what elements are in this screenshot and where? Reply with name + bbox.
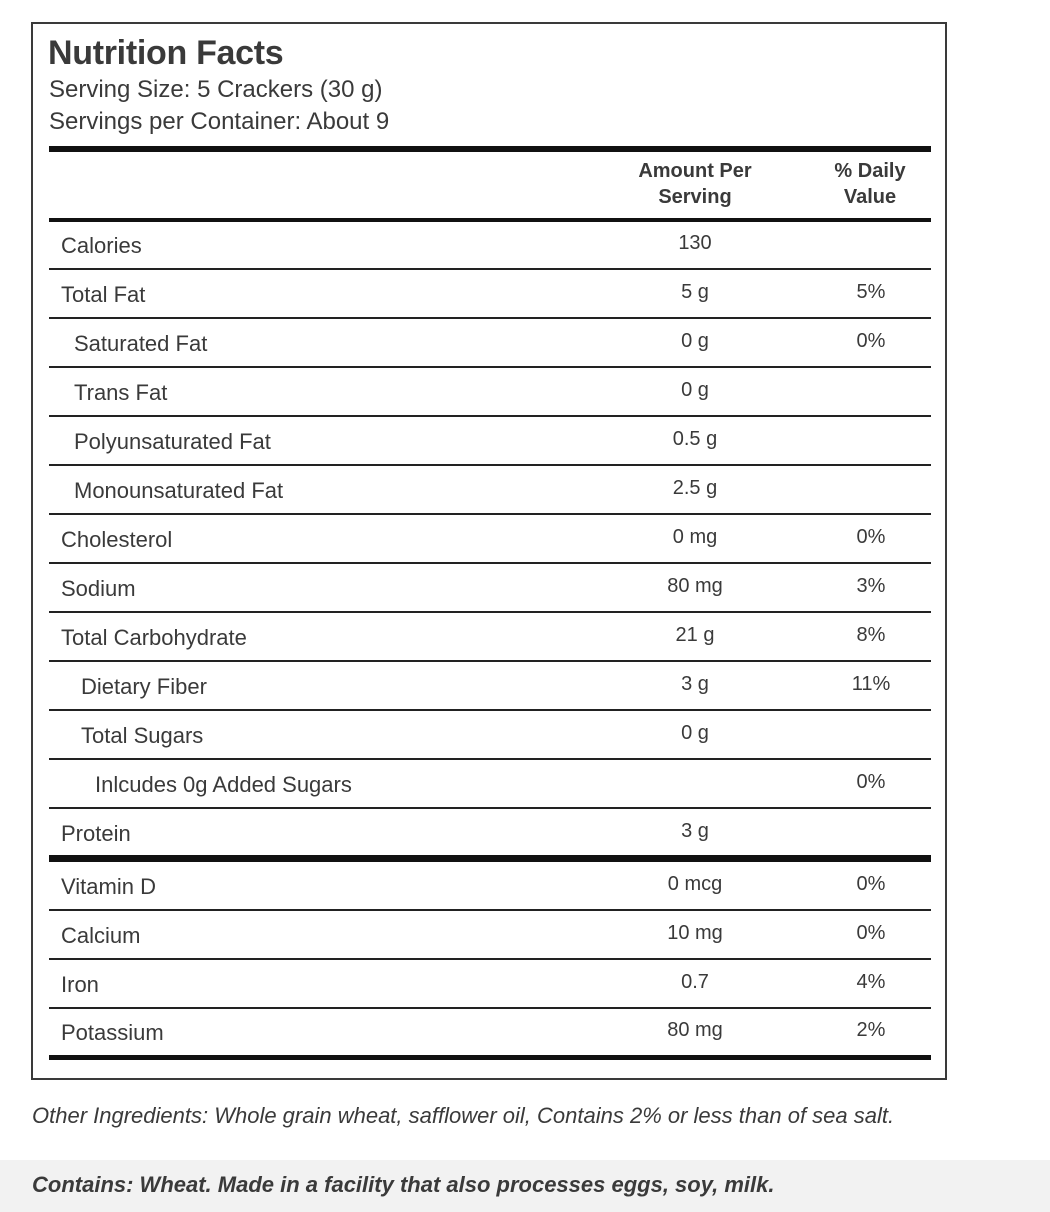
nutrient-amount: 2.5 g: [672, 477, 718, 499]
nutrient-name: Sodium: [61, 576, 136, 601]
nutrient-name: Saturated Fat: [74, 331, 208, 356]
nutrient-amount: 0 g: [681, 379, 709, 401]
nutrient-amount: 130: [678, 232, 712, 254]
nutrient-daily-value: 0%: [856, 330, 886, 352]
nutrient-daily-value: 5%: [856, 281, 886, 303]
nutrient-row-added-sugars: [49, 760, 931, 809]
nutrient-name: Inlcudes 0g Added Sugars: [95, 772, 352, 797]
vitamins-thick-rule: [49, 855, 931, 862]
nutrient-name: Total Fat: [61, 282, 146, 307]
nutrient-row-sodium: [49, 564, 931, 613]
nutrient-amount: 80 mg: [667, 1019, 723, 1041]
nutrient-row-calcium: [49, 911, 931, 960]
nutrient-name: Protein: [61, 821, 131, 846]
nutrient-amount: 0.5 g: [672, 428, 718, 450]
nutrient-name: Iron: [61, 972, 99, 997]
nutrient-row-polyunsaturated-fat: [49, 417, 931, 466]
nutrient-amount: 3 g: [681, 820, 709, 842]
bottom-thick-rule: [49, 1055, 931, 1060]
nutrient-daily-value: 2%: [856, 1019, 886, 1041]
nutrient-row-calories: [49, 221, 931, 270]
nutrient-daily-value: 3%: [856, 575, 886, 597]
amount-per-serving-header: Amount Per Serving: [638, 160, 752, 208]
nutrient-row-potassium: [49, 1008, 931, 1057]
nutrient-name: Total Sugars: [81, 723, 204, 748]
nutrient-row-total-carbohydrate: [49, 613, 931, 662]
nutrient-amount: 5 g: [681, 281, 709, 303]
nutrient-daily-value: 8%: [856, 624, 886, 646]
nutrient-daily-value: 0%: [856, 922, 886, 944]
label-title: Nutrition Facts: [48, 34, 284, 72]
nutrient-row-dietary-fiber: [49, 662, 931, 711]
nutrient-amount: 0.7: [681, 971, 709, 993]
nutrient-daily-value: 0%: [856, 526, 886, 548]
nutrient-row-total-fat: [49, 270, 931, 319]
nutrient-name: Monounsaturated Fat: [74, 478, 284, 503]
nutrient-amount: 0 mcg: [667, 873, 723, 895]
other-ingredients: Other Ingredients: Whole grain wheat, safflower oil, Contains 2% or less than of sea salt.: [32, 1103, 895, 1128]
nutrient-daily-value: 11%: [851, 673, 891, 695]
top-thick-rule: [49, 146, 931, 152]
nutrient-name: Dietary Fiber: [81, 674, 207, 699]
nutrient-name: Potassium: [61, 1020, 164, 1045]
nutrient-amount: 80 mg: [667, 575, 723, 597]
nutrient-row-iron: [49, 960, 931, 1009]
daily-value-header: % Daily Value: [834, 160, 906, 208]
nutrient-name: Polyunsaturated Fat: [74, 429, 271, 454]
nutrient-amount: 0 mg: [672, 526, 718, 548]
nutrient-amount: 0 g: [681, 330, 709, 352]
nutrient-row-total-sugars: [49, 711, 931, 760]
nutrient-amount: 0 g: [681, 722, 709, 744]
nutrient-row-saturated-fat: [49, 319, 931, 368]
nutrient-amount: 21 g: [675, 624, 715, 646]
servings-per-container: Servings per Container: About 9: [49, 108, 390, 135]
nutrient-name: Total Carbohydrate: [61, 625, 247, 650]
nutrient-daily-value: 4%: [856, 971, 886, 993]
nutrient-row-cholesterol: [49, 515, 931, 564]
nutrient-row-monounsaturated-fat: [49, 466, 931, 515]
nutrient-row-protein: [49, 809, 931, 858]
serving-size: Serving Size: 5 Crackers (30 g): [49, 76, 383, 103]
nutrient-name: Calcium: [61, 923, 141, 948]
nutrient-row-trans-fat: [49, 368, 931, 417]
nutrient-daily-value: 0%: [856, 873, 886, 895]
nutrient-name: Vitamin D: [61, 874, 156, 899]
nutrient-name: Cholesterol: [61, 527, 173, 552]
nutrient-daily-value: 0%: [856, 771, 886, 793]
nutrient-name: Calories: [61, 233, 142, 258]
nutrient-name: Trans Fat: [74, 380, 168, 405]
nutrient-amount: 10 mg: [667, 922, 723, 944]
nutrient-amount: 3 g: [681, 673, 709, 695]
allergen-statement: Contains: Wheat. Made in a facility that also processes eggs, soy, milk.: [32, 1172, 775, 1197]
nutrient-row-vitamin-d: [49, 862, 931, 911]
